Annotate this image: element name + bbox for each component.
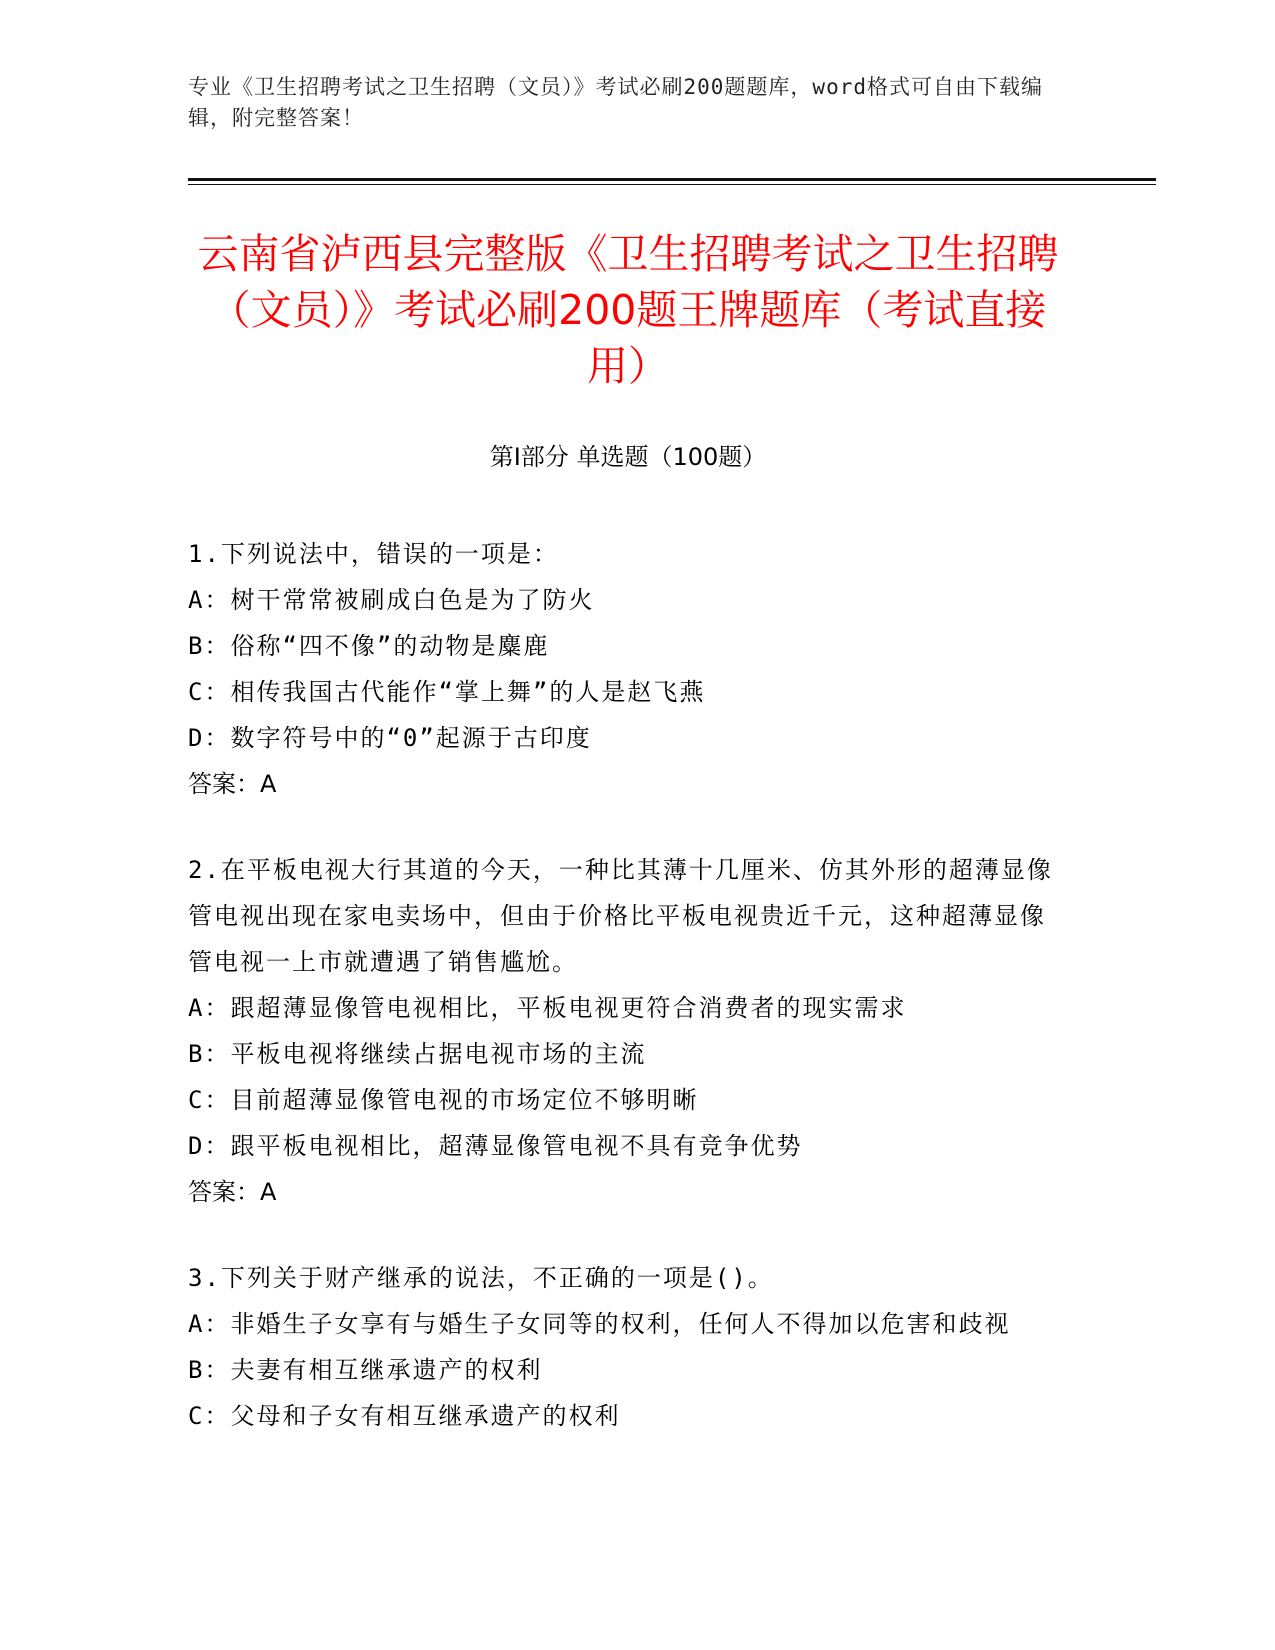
question-3	[188, 1255, 1068, 1439]
question-stem: 3.下列关于财产继承的说法，不正确的一项是()。	[188, 1264, 774, 1292]
option-b: B：夫妻有相互继承遗产的权利	[188, 1356, 543, 1384]
question-stem: 2.在平板电视大行其道的今天，一种比其薄十几厘米、仿其外形的超薄显像管电视出现在家电卖场中，但由于价格比平板电视贵近千元，这种超薄显像管电视一上市就遭遇了销售尴尬。	[188, 856, 1053, 976]
document-title: 云南省泸西县完整版《卫生招聘考试之卫生招聘（文员）》考试必刷200题王牌题库（考试直接用）	[197, 230, 1059, 390]
header-note: 专业《卫生招聘考试之卫生招聘（文员）》考试必刷200题题库，word格式可自由下载编辑，附完整答案！	[188, 75, 1043, 130]
question-stem: 1.下列说法中，错误的一项是：	[188, 540, 559, 568]
option-b: B：俗称“四不像”的动物是麋鹿	[188, 632, 550, 660]
question-2	[188, 847, 1068, 1215]
answer: 答案：A	[188, 770, 277, 798]
option-a: A：非婚生子女享有与婚生子女同等的权利，任何人不得加以危害和歧视	[188, 1310, 1011, 1338]
option-d: D：数字符号中的“0”起源于古印度	[188, 724, 592, 752]
header-rule-thick	[188, 178, 1156, 181]
option-b: B：平板电视将继续占据电视市场的主流	[188, 1040, 647, 1068]
question-1	[188, 531, 1068, 807]
section-title: 第I部分 单选题（100题）	[489, 443, 767, 471]
header-rule-thin	[188, 184, 1156, 185]
option-c: C：相传我国古代能作“掌上舞”的人是赵飞燕	[188, 678, 706, 706]
question-list	[188, 531, 1068, 1479]
option-d: D：跟平板电视相比，超薄显像管电视不具有竞争优势	[188, 1132, 803, 1160]
answer: 答案：A	[188, 1178, 277, 1206]
option-c: C：目前超薄显像管电视的市场定位不够明晰	[188, 1086, 699, 1114]
option-c: C：父母和子女有相互继承遗产的权利	[188, 1402, 621, 1430]
option-a: A：跟超薄显像管电视相比，平板电视更符合消费者的现实需求	[188, 994, 907, 1022]
option-a: A：树干常常被刷成白色是为了防火	[188, 586, 595, 614]
